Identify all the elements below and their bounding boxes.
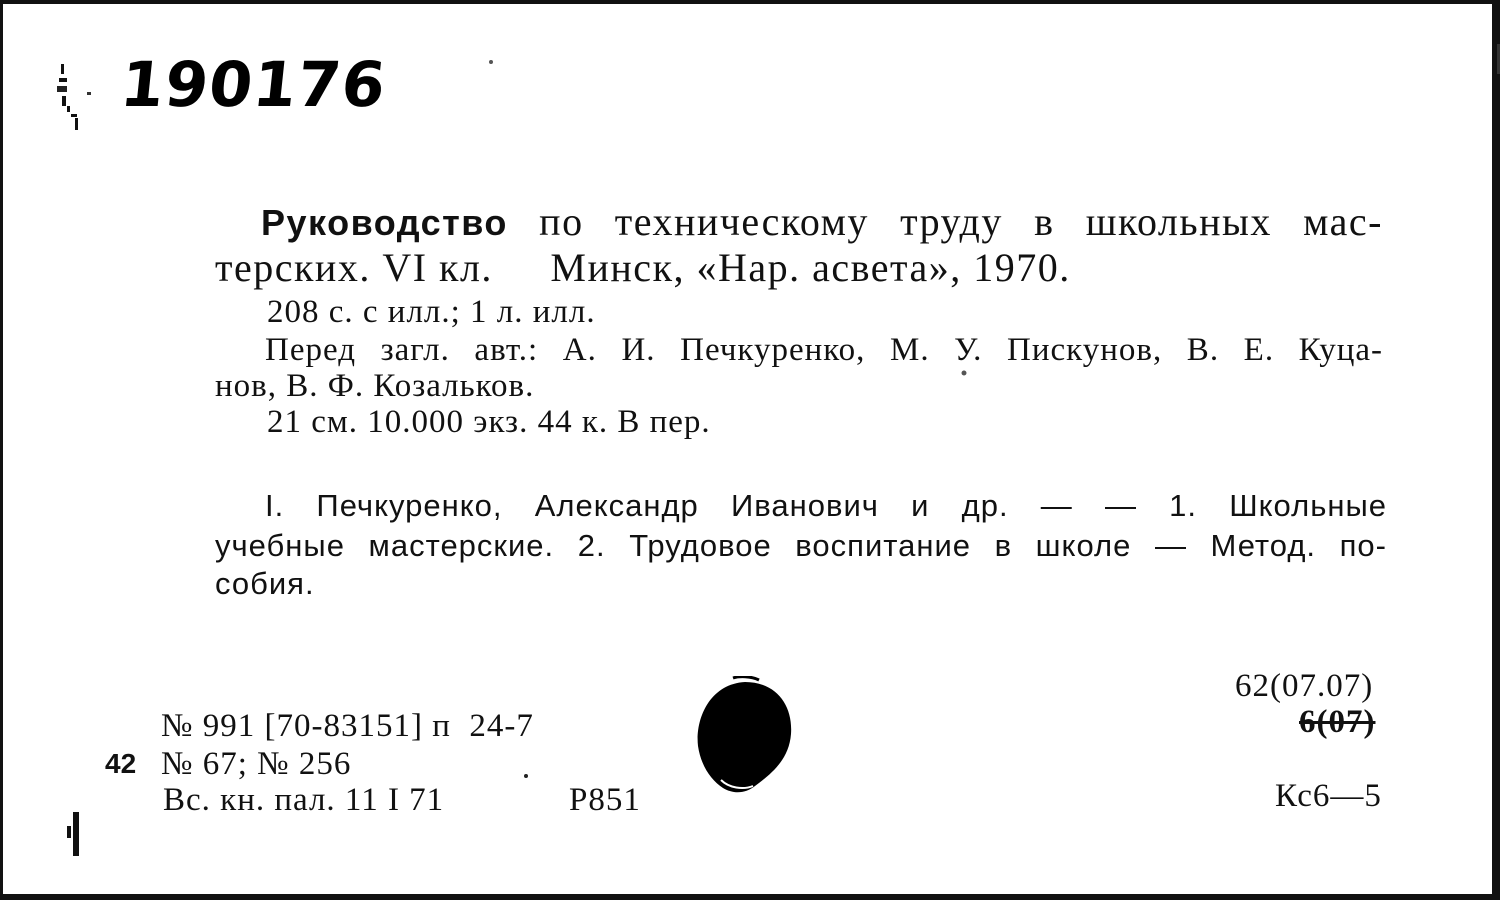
subjects-line-1: I. Печкуренко, Александр Иванович и др. — — 1. Школьные <box>265 488 1387 523</box>
accession-number: 190176 <box>117 48 390 121</box>
record-line-1: № 991 [70-83151] п 24-7 <box>161 708 534 744</box>
authors-line-1: Перед загл. авт.: А. И. Печкуренко, М. У. Пискунов, В. Е. Куца- <box>265 332 1383 368</box>
classification-number: 62(07.07) <box>1235 668 1374 704</box>
pagination-line: 208 с. с илл.; 1 л. илл. <box>267 294 596 330</box>
edge-marks <box>53 62 93 142</box>
physical-description: 21 см. 10.000 экз. 44 к. В пер. <box>267 404 711 440</box>
title-main-word: Руководство <box>261 202 508 243</box>
title-line-2: терских. VI кл. Минск, «Нар. асвета», 1970. <box>215 245 1071 290</box>
title-line-1-text: по техническому труду в школьных мас- <box>539 199 1384 244</box>
subjects-line-3: собия. <box>215 566 315 601</box>
subjects-line-2: учебные мастерские. 2. Трудовое воспитание в школе — Метод. по- <box>215 528 1387 563</box>
classification-struck: 6(07) <box>1299 704 1376 740</box>
record-marker: 42 <box>105 748 137 779</box>
authors-line-2: нов, В. Ф. Козальков. <box>215 368 535 404</box>
title-line-1 <box>261 199 1384 244</box>
record-line-2: № 67; № 256 <box>161 746 352 782</box>
author-mark: Кс6—5 <box>1275 778 1382 814</box>
record-line-3-date: Вс. кн. пал. 11 I 71 <box>163 782 445 818</box>
record-line-3-code: Р851 <box>569 782 641 818</box>
punch-hole <box>693 676 797 800</box>
